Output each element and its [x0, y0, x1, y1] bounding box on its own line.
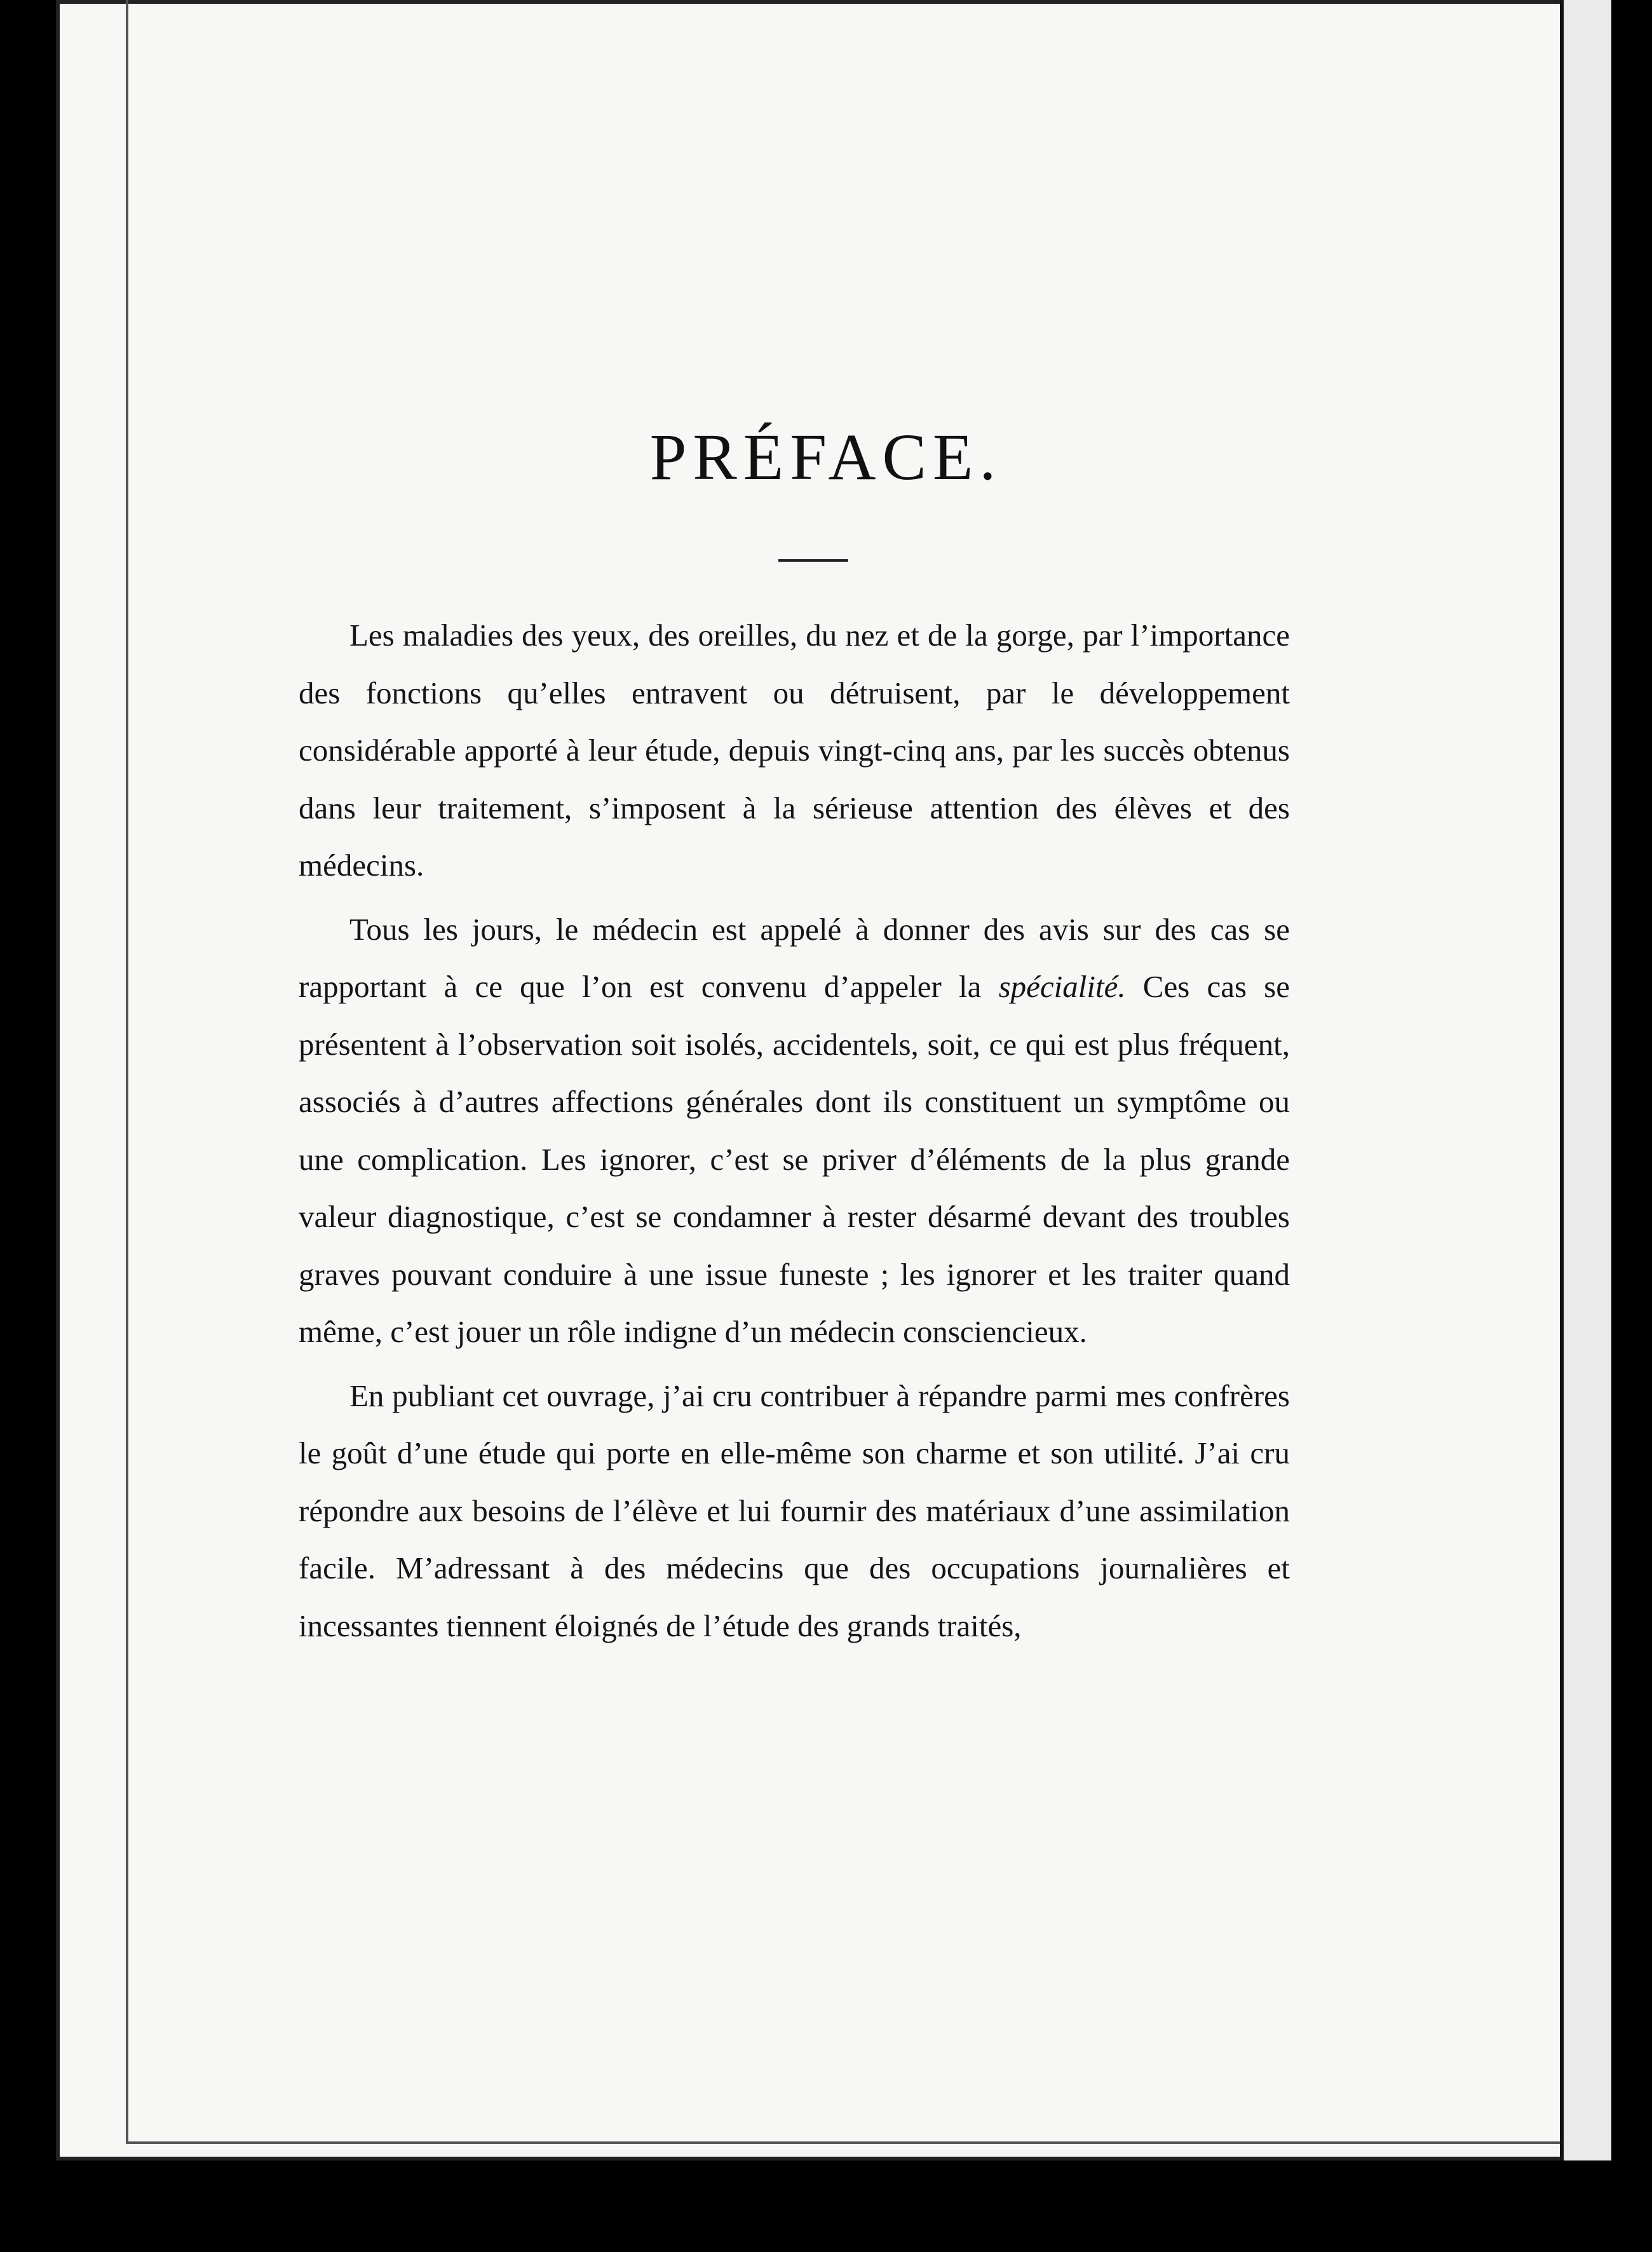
- page-title: PRÉFACE.: [649, 421, 1003, 494]
- paragraph-2-after: Ces cas se présentent à l’observation soit isolés, accidentels, soit, ce qui est plus fréquent, associés à d’autres affections générales dont ils constituent un symptôme ou une complication. Les ignorer, c’est se priver d’éléments de la plus grande valeur diagnostique, c’est se condamner à rester désarmé devant des troubles graves pouvant conduire à une issue funeste ; les ignorer et les traiter quand même, c’est jouer un rôle indigne d’un médecin consciencieux.: [299, 969, 1290, 1349]
- paragraph-2-italic: spécialité.: [998, 969, 1126, 1004]
- title-rule: [778, 559, 848, 562]
- paragraph-1: Les maladies des yeux, des oreilles, du nez et de la gorge, par l’importance des fonctions qu’elles entravent ou détruisent, par le développement considérable apporté à leur étude, depuis vingt-cinq ans, par les succès obtenus dans leur traitement, s’imposent à la sérieuse attention des élèves et des médecins.: [299, 618, 1290, 883]
- paragraph-3: En publiant cet ouvrage, j’ai cru contribuer à répandre parmi mes confrères le goût d’une étude qui porte en elle-même son charme et son utilité. J’ai cru répondre aux besoins de l’élève et lui fournir des matériaux d’une assimilation facile. M’adressant à des médecins que des occupations journalières et incessantes tiennent éloignés de l’étude des grands traités,: [299, 1378, 1290, 1643]
- paragraph-2-before: Tous les jours, le médecin est appelé à donner des avis sur des cas se rapportant à ce que l’on est convenu d’appeler la: [299, 911, 1290, 1004]
- paragraph-2: [299, 901, 1290, 1361]
- adjacent-page-edge: [1560, 0, 1611, 2160]
- preface-body: [299, 607, 1290, 1655]
